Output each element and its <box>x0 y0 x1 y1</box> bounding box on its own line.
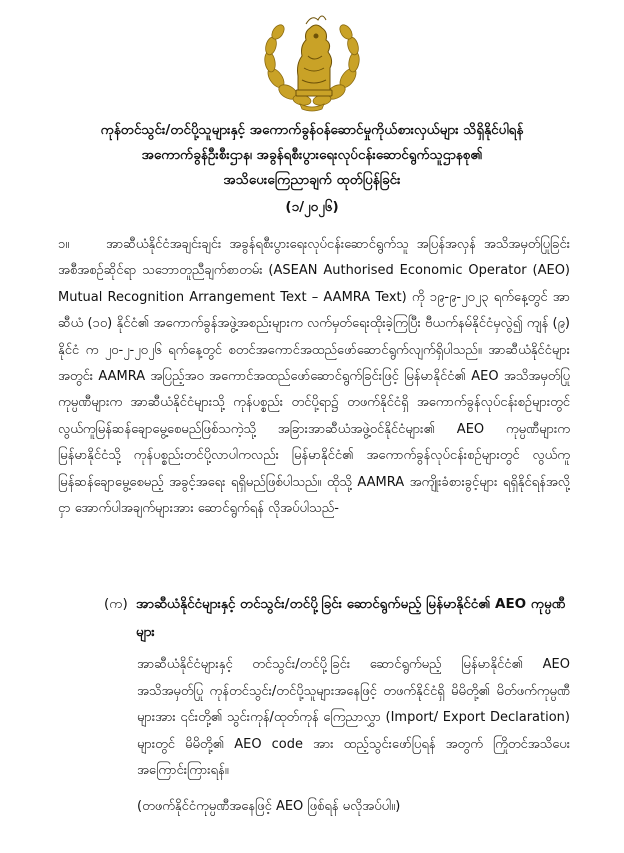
notice-title-line-1: ကုန်တင်သွင်း/တင်ပို့သူများနှင့် အကောက်ခွန်ဝန်ဆောင်မှုကိုယ်စားလှယ်များ သိရှိနိုင်ပါရန် <box>100 122 524 138</box>
notice-title-line-2: အကောက်ခွန်ဦးစီးဌာန၊ အခွန်ရစီးပွားရေးလုပ်ငန်းဆောင်ရွက်သူဌာနစု၏ <box>141 147 483 163</box>
customs-emblem-icon <box>256 6 368 112</box>
paragraph-1-text: အာဆီယံနိုင်ငံအချင်းချင်း အခွန်ရစီးပွားရေးလုပ်ငန်းဆောင်ရွက်သူ အပြန်အလှန် အသိအမှတ်ပြုခြင်းအစီအစဉ်ဆိုင်ရာ သဘောတူညီချက်စာတမ်း (ASEAN Authorised Economic Operator (AEO) Mutual Recognition Arrangement Text – AAMRA Text) ကို ၁၉-၉-၂၀၂၃ ရက်နေ့တွင် အာဆီယံ (၁၀) နိုင်ငံ၏ အကောက်ခွန်အဖွဲ့အစည်းများက လက်မှတ်ရေးထိုးခဲ့ကြပြီး ဗီယက်နမ်နိုင်ငံမှလွဲ၍ ကျန် (၉) နိုင်ငံ က ၂၀-၂-၂၀၂၆ ရက်နေ့တွင် စတင်အကောင်အထည်ဖော်ဆောင်ရွက်လျက်ရှိပါသည်။ အာဆီယံနိုင်ငံများအတွင်း AAMRA အပြည့်အဝ အကောင်အထည်ဖော်ဆောင်ရွက်ခြင်းဖြင့် မြန်မာနိုင်ငံ၏ AEO အသိအမှတ်ပြု ကုမ္ပဏီများက အာဆီယံနိုင်ငံများသို့ ကုန်ပစ္စည်း တင်ပို့ရာ၌ တဖက်နိုင်ငံရှိ အကောက်ခွန်လုပ်ငန်းစဉ်များတွင် လွယ်ကူမြန်ဆန်ချောမွေ့စေမည်ဖြစ်သကဲ့သို့ အခြားအာဆီယံအဖွဲ့ဝင်နိုင်ငံများ၏ AEO ကုမ္ပဏီများက မြန်မာနိုင်ငံသို့ ကုန်ပစ္စည်းတင်ပို့လာပါကလည်း မြန်မာနိုင်ငံ၏ အကောက်ခွန်လုပ်ငန်းစဉ်များတွင် လွယ်ကူမြန်ဆန်ချောမွေ့စေမည့် အခွင့်အရေး ရရှိမည်ဖြစ်ပါသည်။ ထိုသို့ AAMRA အကျိုးခံစားခွင့်များ ရရှိနိုင်ရန်အလို့ငှာ အောက်ပါအချက်များအား ဆောင်ရွက်ရန် လိုအပ်ပါသည်- <box>58 237 570 517</box>
section-ka-body: အာဆီယံနိုင်ငံများနှင့် တင်သွင်း/တင်ပို့ခြင်း ဆောင်ရွက်မည့် မြန်မာနိုင်ငံ၏ AEO အသိအမှတ်ပြု ကုန်တင်သွင်း/တင်ပို့သူများအနေဖြင့် တဖက်နိုင်ငံရှိ မိမိတို့၏ မိတ်ဖက်ကုမ္ပဏီများအား ၎င်းတို့၏ သွင်းကုန်/ထုတ်ကုန် ကြေညာလွှာ (Import/ Export Declaration) များတွင် မိမိတို့၏ AEO code အား ထည့်သွင်းဖော်ပြရန် အတွက် ကြိုတင်အသိပေး အကြောင်းကြားရန်။ <box>137 657 570 779</box>
paragraph-1 <box>58 232 570 522</box>
section-ka-note: (တဖက်နိုင်ငံကုမ္ပဏီအနေဖြင့် AEO ဖြစ်ရန် မလိုအပ်ပါ။) <box>137 799 401 814</box>
notice-number: (၁/၂၀၂၆) <box>285 199 339 215</box>
section-ka-heading-text: အာဆီယံနိုင်ငံများနှင့် တင်သွင်း/တင်ပို့ခြင်း ဆောင်ရွက်မည့် မြန်မာနိုင်ငံ၏ AEO ကုမ္ပဏီများ <box>136 596 566 640</box>
paragraph-1-number: ၁။ <box>58 237 70 252</box>
notice-title-line-3: အသိပေးကြေညာချက် ထုတ်ပြန်ခြင်း <box>223 172 401 188</box>
section-ka-heading <box>104 590 574 640</box>
section-ka-label: (က) <box>104 596 128 612</box>
